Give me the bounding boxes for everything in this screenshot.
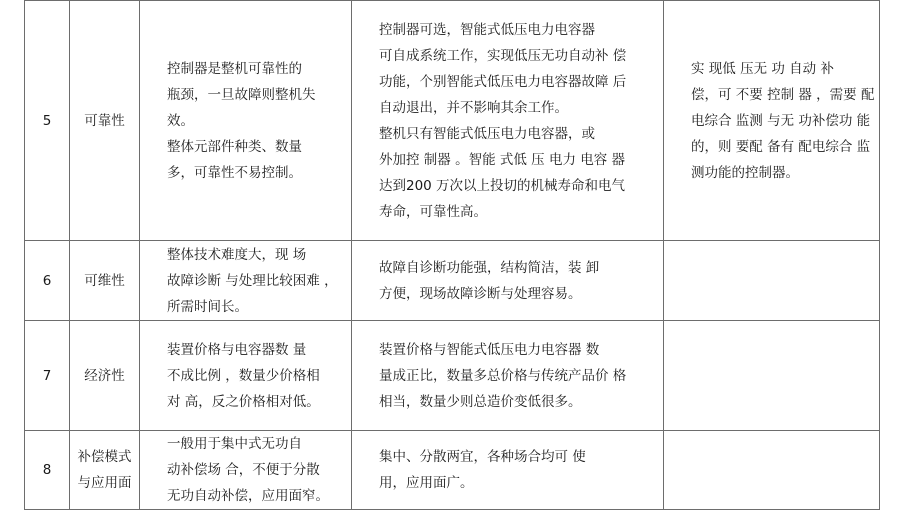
paragraph [140,337,351,415]
text-line: 实 现低 压无 功 自动 补 [691,60,834,77]
paragraph [140,134,351,186]
row-criterion: 经济性 [70,321,140,431]
text-line: 一般用于集中式无功自 [167,436,302,452]
text-line: 量成正比，数量多总价格与传统产品价 格 [379,367,627,384]
paragraph [352,121,663,225]
paragraph [352,17,663,121]
text-line: 故障自诊断功能强，结构简洁，装 卸 [379,259,600,276]
remarks-cell [664,321,880,431]
text-line: 控制器可选，智能式低压电力电容器 [379,21,595,38]
text-line: 的，则 要配 备有 配电综合 监 [691,138,871,155]
text-line: 整体技术难度大，现 场 [167,246,307,263]
text-line: 瓶颈，一旦故障则整机失 [167,86,316,103]
text-line: 装置价格与电容器数 量 [167,341,307,358]
paragraph [664,56,879,186]
text-line: 整机只有智能式低压电力电容器，或 [379,125,595,142]
text-line: 寿命，可靠性高。 [379,203,487,220]
text-line: 用，应用面广。 [379,475,474,491]
text-line: 外加控 制器 。智能 式低 压 电力 电容 器 [379,151,626,168]
traditional-cell [140,321,352,431]
text-line: 电综合 监测 与无 功补偿功 能 [691,112,871,129]
comparison-table [24,0,880,510]
text-line: 所需时间长。 [167,298,248,315]
paragraph [140,431,351,509]
text-line: 动补偿场 合，不便于分散 [167,462,320,478]
table-row [25,1,880,241]
text-line: 集中、分散两宜，各种场合均可 使 [379,449,586,465]
traditional-cell [140,431,352,510]
row-number: 7 [25,321,70,431]
criterion-line: 补偿模式 [77,449,132,465]
text-line: 不成比例 ，数量少价格相 [167,367,320,384]
text-line: 整体元部件种类、数量 [167,138,302,155]
text-line: 功能，个别智能式低压电力电容器故障 后 [379,73,627,90]
text-line: 控制器是整机可靠性的 [167,60,302,77]
table-row [25,321,880,431]
smart-capacitor-cell [352,321,664,431]
row-criterion [70,431,140,510]
text-line: 装置价格与智能式低压电力电容器 数 [379,341,600,358]
row-criterion: 可维性 [70,241,140,321]
text-line: 偿，可 不要 控制 器 ，需要 配 [691,86,875,103]
criterion-line: 与应用面 [77,475,132,491]
traditional-cell [140,1,352,241]
table-row [25,241,880,321]
row-number: 5 [25,1,70,241]
text-line: 多，可靠性不易控制。 [167,164,302,181]
text-line: 可自成系统工作，实现低压无功自动补 偿 [379,47,627,64]
paragraph [352,337,663,415]
table-row [25,431,880,510]
remarks-cell [664,1,880,241]
paragraph [140,56,351,134]
smart-capacitor-cell [352,1,664,241]
smart-capacitor-cell [352,431,664,510]
row-number: 6 [25,241,70,321]
row-criterion: 可靠性 [70,1,140,241]
text-line: 自动退出，并不影响其余工作。 [379,99,568,116]
text-line: 方便，现场故障诊断与处理容易。 [379,285,582,302]
text-line: 测功能的控制器。 [691,164,799,181]
paragraph [140,242,351,320]
text-line: 达到200 万次以上投切的机械寿命和电气 [379,177,626,194]
traditional-cell [140,241,352,321]
text-line: 效。 [167,112,194,129]
paragraph [352,444,663,496]
smart-capacitor-cell [352,241,664,321]
text-line: 故障诊断 与处理比较困难 ， [167,272,338,289]
paragraph [352,255,663,307]
text-line: 相当，数量少则总造价变低很多。 [379,393,582,410]
remarks-cell [664,241,880,321]
text-line: 无功自动补偿，应用面窄。 [167,488,329,504]
remarks-cell [664,431,880,510]
text-line: 对 高，反之价格相对低。 [167,393,320,410]
row-number: 8 [25,431,70,510]
